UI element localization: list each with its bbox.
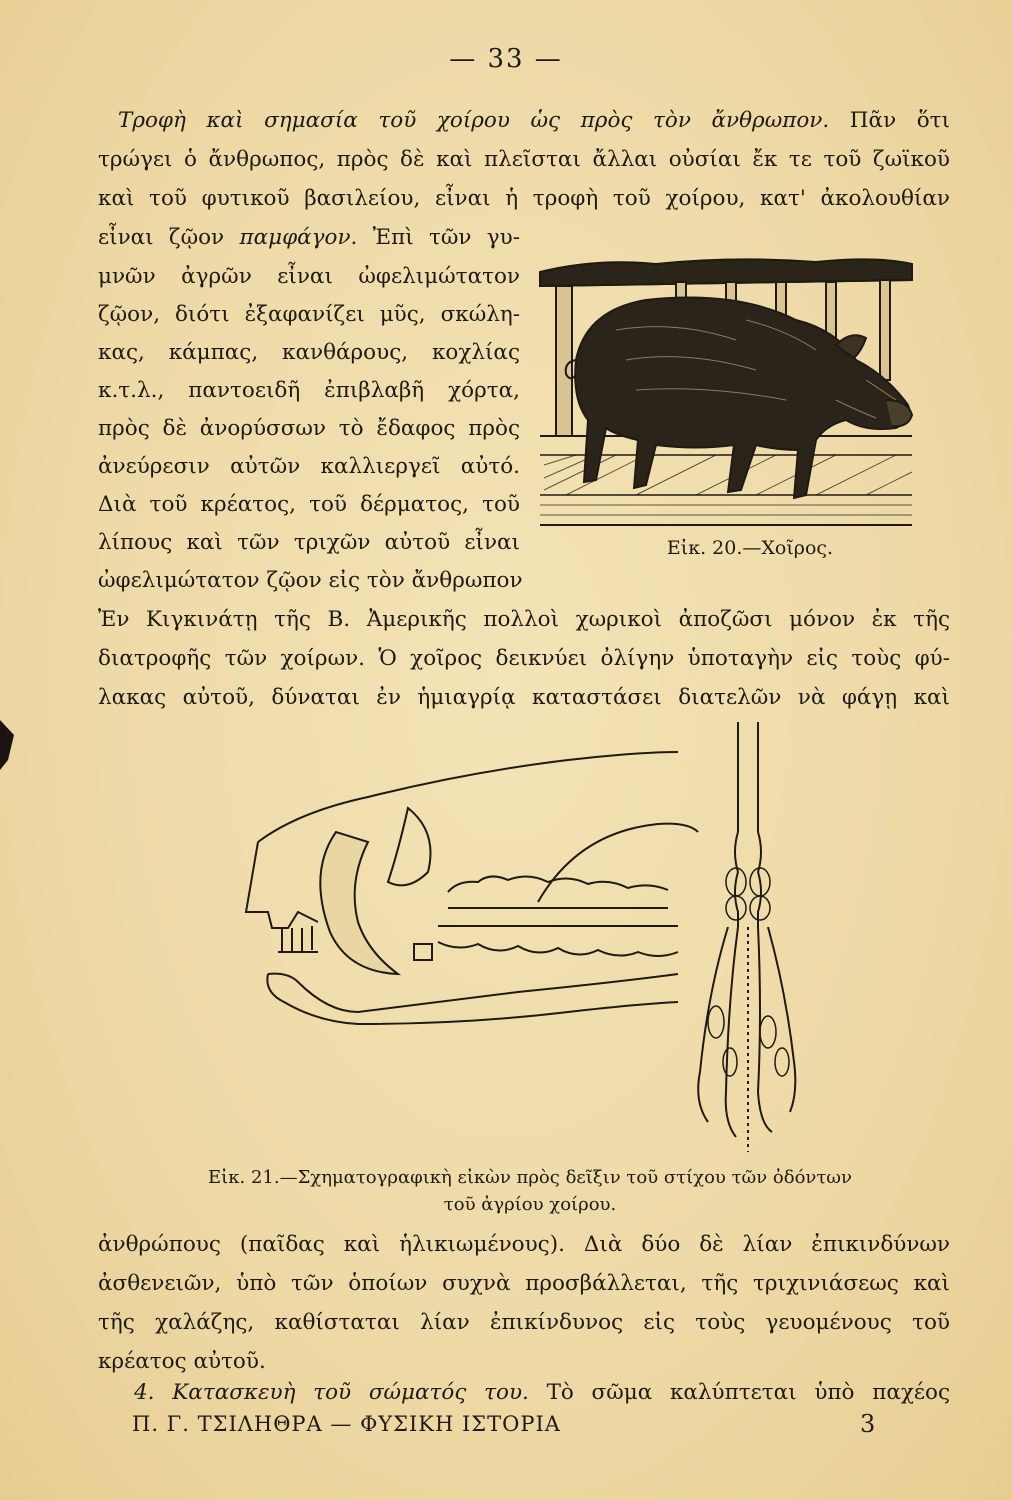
page-footer: Π. Γ. ΤΣΙΛΗΘΡΑ — ΦΥΣΙΚΗ ΙΣΤΟΡΙΑ <box>132 1412 561 1436</box>
section-number: 4. <box>134 1380 173 1405</box>
text-line: λίπους καὶ τῶν τριχῶν αὐτοῦ εἶναι <box>98 530 520 555</box>
text-line: Ἐν Κιγκινάτῃ τῆς Β. Ἀμερικῆς πολλοὶ χωρικοὶ ἀποζῶσι μόνον ἐκ τῆς <box>98 607 950 632</box>
text-span: Πᾶν ὅτι <box>829 108 950 133</box>
figure-20-caption: Εἰκ. 20.—Χοῖρος. <box>666 537 834 559</box>
text-span: εἶναι ζῷον <box>98 225 240 250</box>
text-span: . Ἐπὶ τῶν γυ- <box>350 225 520 250</box>
text-line: κρέατος αὐτοῦ. <box>98 1349 266 1374</box>
text-line: διατροφῆς τῶν χοίρων. Ὁ χοῖρος δεικνύει ὀλίγην ὑποταγὴν εἰς τοὺς φύ- <box>98 646 950 671</box>
text-line: καὶ τοῦ φυτικοῦ βασιλείου, εἶναι ἡ τροφὴ τοῦ χοίρου, κατ' ἀκολουθίαν <box>98 186 950 211</box>
text-line: τρώγει ὁ ἄνθρωπος, πρὸς δὲ καὶ πλεῖσται ἄλλαι οὐσίαι ἔκ τε τοῦ ζωϊκοῦ <box>98 147 950 172</box>
sheet-number: 3 <box>860 1410 876 1438</box>
section-heading: Τροφὴ καὶ σημασία τοῦ χοίρου ὡς πρὸς τὸν ἄνθρωπον. <box>118 108 830 133</box>
text-line: ἀνεύρεσιν αὐτῶν καλλιεργεῖ αὐτό. <box>98 454 520 479</box>
text-line: λακας αὐτοῦ, δύναται ἐν ἡμιαγρίᾳ καταστάσει διατελῶν νὰ φάγῃ καὶ <box>98 685 950 710</box>
text-line: κ.τ.λ., παντοειδῆ ἐπιβλαβῆ χόρτα, <box>98 378 520 403</box>
text-line: πρὸς δὲ ἀνορύσσων τὸ ἔδαφος πρὸς <box>98 416 520 441</box>
text-line: κας, κάμπας, κανθάρους, κοχλίας <box>98 340 520 365</box>
text-line: ὠφελιμώτατον ζῷον εἰς τὸν ἄνθρωπον <box>98 568 523 593</box>
text-line: ζῷον, διότι ἐξαφανίζει μῦς, σκώλη- <box>98 302 520 327</box>
text-line: ἀσθενειῶν, ὑπὸ τῶν ὁποίων συχνὰ προσβάλλεται, τῆς τριχινιάσεως καὶ <box>98 1271 950 1296</box>
section-heading: Κατασκευὴ τοῦ σώματός του. <box>172 1380 529 1405</box>
emphasis-text: παμφάγον <box>239 225 351 250</box>
caption-line: Εἰκ. 21.—Σχηματογραφικὴ εἰκὼν πρὸς δεῖξιν τοῦ στίχου τῶν ὀδόντων <box>208 1167 852 1188</box>
page-number: — 33 — <box>449 44 563 74</box>
text-line: τῆς χαλάζης, καθίσταται λίαν ἐπικίνδυνος εἰς τοὺς γευομένους τοῦ <box>98 1310 950 1335</box>
text-line: μνῶν ἀγρῶν εἶναι ὠφελιμώτατον <box>98 264 520 289</box>
text-span: Τὸ σῶμα καλύπτεται ὑπὸ παχέος <box>528 1380 950 1405</box>
caption-line: τοῦ ἀγρίου χοίρου. <box>443 1194 617 1215</box>
text-line: ἀνθρώπους (παῖδας καὶ ἡλικιωμένους). Διὰ δύο δὲ λίαν ἐπικινδύνων <box>98 1232 950 1257</box>
text-line: Διὰ τοῦ κρέατος, τοῦ δέρματος, τοῦ <box>98 492 520 517</box>
